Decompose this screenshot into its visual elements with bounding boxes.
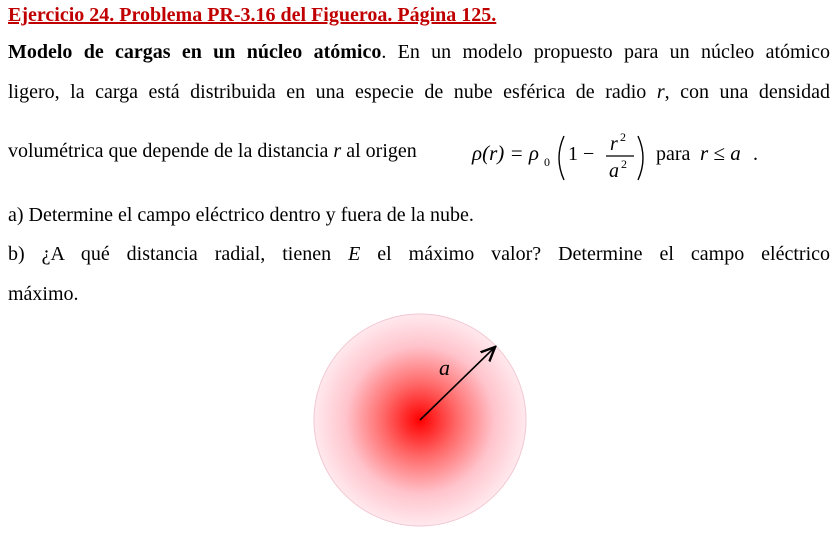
intro-line-3-post: al origen (341, 140, 417, 162)
formula-one-minus: 1 − (568, 143, 595, 165)
intro-line-3-pre: volumétrica que depende de la distancia (8, 140, 334, 162)
intro-line-2-post: , con una densidad (664, 81, 830, 103)
intro-line-3-var: r (333, 140, 342, 162)
intro-bold-lead: Modelo de cargas en un núcleo atómico (8, 41, 382, 63)
formula-numerator: r (610, 133, 618, 155)
formula-lhs: ρ(r) = ρ (472, 141, 539, 165)
formula-num-exp: 2 (620, 130, 626, 144)
formula-denominator: a (609, 160, 619, 182)
formula-sub0: 0 (544, 155, 550, 169)
intro-line-1-rest: . En un modelo propuesto para un núcleo atómico (381, 41, 830, 63)
part-b-line-2: máximo. (8, 283, 79, 305)
part-b-pre: b) ¿A qué distancia radial, tienen (8, 243, 349, 265)
formula-para-word: para (656, 143, 691, 165)
part-a: a) Determine el campo eléctrico dentro y fuera de la nube. (8, 204, 474, 226)
intro-line-2-var: r (656, 81, 665, 103)
formula-den-exp: 2 (621, 157, 627, 171)
exercise-title: Ejercicio 24. Problema PR-3.16 del Figueroa. Página 125. (8, 4, 497, 26)
radius-label: a (439, 355, 450, 380)
intro-line-2-pre: ligero, la carga está distribuida en una especie de nube esférica de radio (8, 81, 657, 103)
part-b-post: el máximo valor? Determine el campo eléctrico (360, 243, 831, 265)
formula-condition: r ≤ a (700, 141, 741, 165)
formula-period: . (753, 143, 758, 165)
part-b-var: E (348, 243, 361, 265)
